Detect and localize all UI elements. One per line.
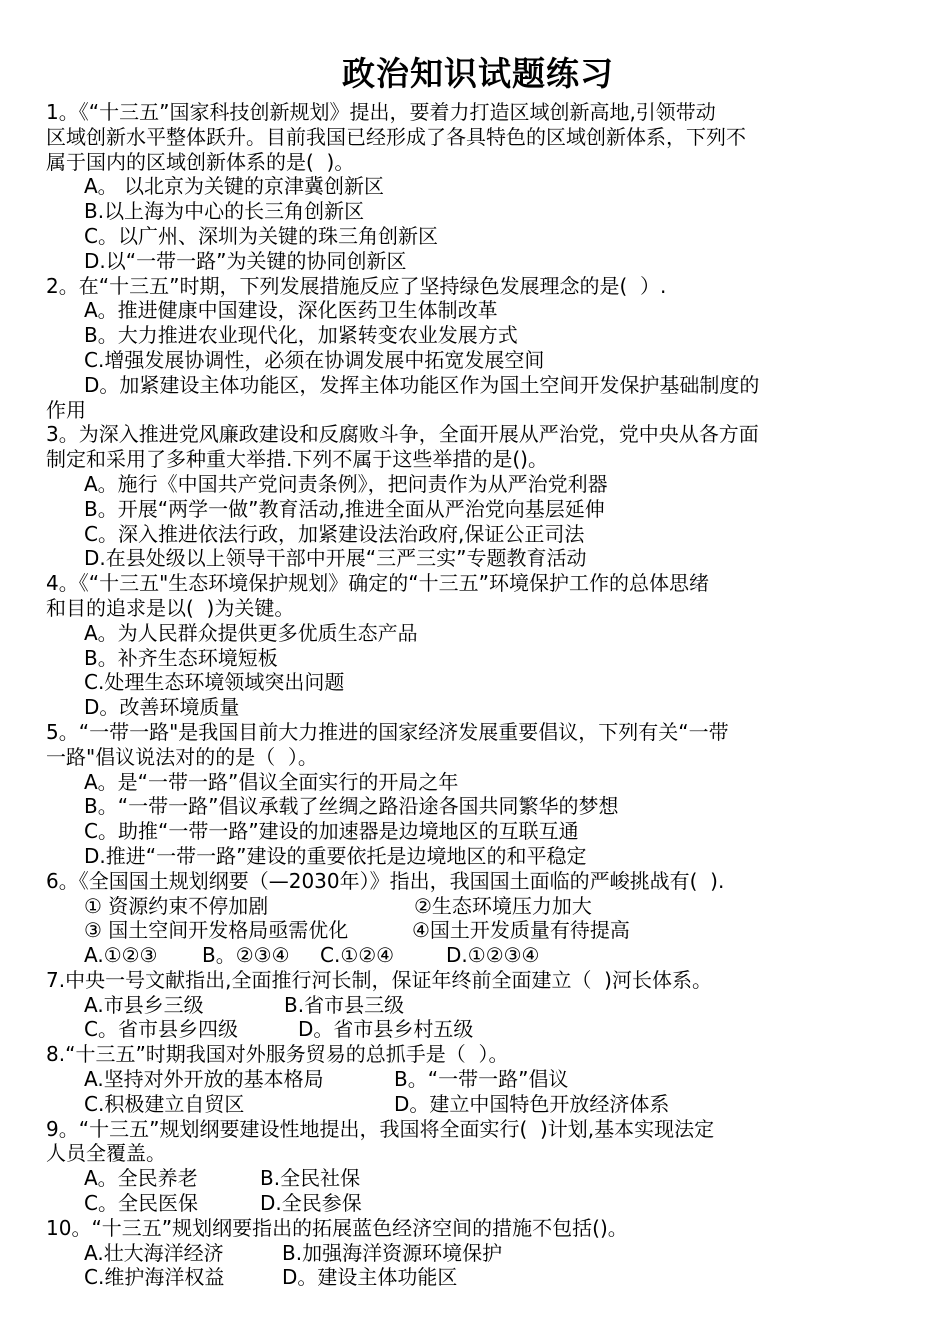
- option-d-continuation: 作用: [46, 397, 86, 422]
- question-stem: 10。“十三五”规划纲要指出的拓展蓝色经济空间的措施不包括()。: [46, 1215, 628, 1240]
- option-a: A.①②③: [84, 943, 158, 968]
- option-b: B。②③④: [202, 943, 290, 968]
- question-stem: 区域创新水平整体跃升。目前我国已经形成了各具特色的区域创新体系，下列不: [46, 124, 746, 149]
- options-row: [46, 943, 910, 968]
- option-b: B。“一带一路”倡议: [394, 1067, 569, 1092]
- question-stem: 制定和采用了多种重大举措.下列不属于这些举措的是()。: [46, 447, 548, 472]
- question-3: [46, 422, 910, 571]
- options-row: [46, 1067, 910, 1092]
- option-b: B。大力推进农业现代化，加紧转变农业发展方式: [84, 323, 518, 348]
- question-10: [46, 1216, 910, 1290]
- question-stem: 人员全覆盖。: [46, 1141, 166, 1166]
- option-b: B.加强海洋资源环境保护: [282, 1240, 503, 1265]
- options-row: [46, 1092, 910, 1117]
- option-a: A.坚持对外开放的基本格局: [84, 1067, 324, 1092]
- question-stem: 7.中央一号文献指出,全面推行河长制，保证年终前全面建立（ )河长体系。: [46, 967, 712, 992]
- question-6: [46, 869, 910, 968]
- question-9: [46, 1117, 910, 1216]
- option-a: A。是“一带一路”倡议全面实行的开局之年: [84, 769, 459, 794]
- option-b: B.以上海为中心的长三角创新区: [84, 199, 365, 224]
- question-stem: 属于国内的区域创新体系的是( )。: [46, 149, 355, 174]
- option-b: B。补齐生态环境短板: [84, 645, 278, 670]
- options-row: [46, 1166, 910, 1191]
- option-b: B。开展“两学一做”教育活动,推进全面从严治党向基层延伸: [84, 496, 605, 521]
- option-b: B。“一带一路”倡议承载了丝绸之路沿途各国共同繁华的梦想: [84, 794, 619, 819]
- statement-row: [46, 894, 910, 919]
- question-1: [46, 100, 910, 274]
- option-d: D。建立中国特色开放经济体系: [394, 1091, 670, 1116]
- question-stem: 6。《全国国土规划纲要（—2030年）》指出，我国国土面临的严峻挑战有( ).: [46, 868, 725, 893]
- option-c: C.增强发展协调性，必须在协调发展中拓宽发展空间: [84, 347, 545, 372]
- option-a: A。全民养老: [84, 1166, 198, 1191]
- option-c: C。以广州、深圳为关键的珠三角创新区: [84, 223, 438, 248]
- option-c: C。深入推进依法行政，加紧建设法治政府,保证公正司法: [84, 521, 585, 546]
- question-stem: 2。在“十三五”时期，下列发展措施反应了坚持绿色发展理念的是( ）.: [46, 273, 667, 298]
- question-stem: 3。为深入推进党风廉政建设和反腐败斗争，全面开展从严治党，党中央从各方面: [46, 422, 759, 447]
- question-7: [46, 968, 910, 1042]
- option-c: C.维护海洋权益: [84, 1265, 225, 1290]
- question-stem: 1。《“十三五”国家科技创新规划》提出，要着力打造区域创新高地,引领带动: [46, 100, 716, 124]
- question-stem: 9。“十三五”规划纲要建设性地提出，我国将全面实行( )计划,基本实现法定: [46, 1116, 715, 1141]
- statement-4: ④国土开发质量有待提高: [412, 918, 630, 943]
- question-stem: 4。《“十三五"生态环境保护规划》确定的“十三五”环境保护工作的总体思绪: [46, 571, 710, 596]
- question-stem: 8.“十三五”时期我国对外服务贸易的总抓手是（ ）。: [46, 1042, 509, 1067]
- statement-1: ① 资源约束不停加剧: [84, 893, 269, 918]
- option-b: B.全民社保: [260, 1166, 361, 1191]
- statement-row: [46, 918, 910, 943]
- option-d: D。建设主体功能区: [282, 1265, 458, 1290]
- option-d: D。改善环境质量: [84, 695, 240, 720]
- question-5: [46, 720, 910, 869]
- option-d: D。加紧建设主体功能区，发挥主体功能区作为国土空间开发保护基础制度的: [84, 372, 760, 397]
- question-4: [46, 571, 910, 720]
- option-c: C.积极建立自贸区: [84, 1091, 245, 1116]
- question-stem: 一路"倡议说法对的的是（ ）。: [46, 744, 318, 769]
- option-c: C。省市县乡四级: [84, 1017, 238, 1042]
- option-d: D.以“一带一路”为关键的协同创新区: [84, 248, 407, 273]
- option-a: A。推进健康中国建设，深化医药卫生体制改革: [84, 298, 498, 323]
- question-8: [46, 1042, 910, 1116]
- options-row: [46, 1265, 910, 1290]
- option-c: C。全民医保: [84, 1191, 198, 1216]
- option-c: C。助推“一带一路”建设的加速器是边境地区的互联互通: [84, 819, 579, 844]
- option-d: D。省市县乡村五级: [298, 1017, 474, 1042]
- option-d: D.推进“一带一路”建设的重要依托是边境地区的和平稳定: [84, 843, 587, 868]
- option-b: B.省市县三级: [284, 992, 405, 1017]
- option-a: A。施行《中国共产党问责条例》，把问责作为从严治党利器: [84, 471, 608, 496]
- options-row: [46, 993, 910, 1018]
- options-row: [46, 1017, 910, 1042]
- option-a: A。 以北京为关键的京津冀创新区: [84, 174, 385, 199]
- option-a: A.市县乡三级: [84, 992, 204, 1017]
- options-row: [46, 1241, 910, 1266]
- option-d: D.在县处级以上领导干部中开展“三严三实”专题教育活动: [84, 546, 587, 571]
- option-a: A.壮大海洋经济: [84, 1240, 224, 1265]
- statement-3: ③ 国土空间开发格局亟需优化: [84, 918, 349, 943]
- question-stem: 5。“一带一路"是我国目前大力推进的国家经济发展重要倡议，下列有关“一带: [46, 719, 729, 744]
- option-a: A。为人民群众提供更多优质生态产品: [84, 620, 418, 645]
- options-row: [46, 1191, 910, 1216]
- statement-2: ②生态环境压力加大: [414, 893, 592, 918]
- option-d: D.全民参保: [260, 1191, 362, 1216]
- page-title: 政治知识试题练习: [342, 54, 614, 93]
- option-d: D.①②③④: [446, 943, 540, 968]
- question-stem: 和目的追求是以( )为关键。: [46, 595, 295, 620]
- option-c: C.处理生态环境领域突出问题: [84, 670, 345, 695]
- option-c: C.①②④: [320, 943, 395, 968]
- question-2: [46, 274, 910, 423]
